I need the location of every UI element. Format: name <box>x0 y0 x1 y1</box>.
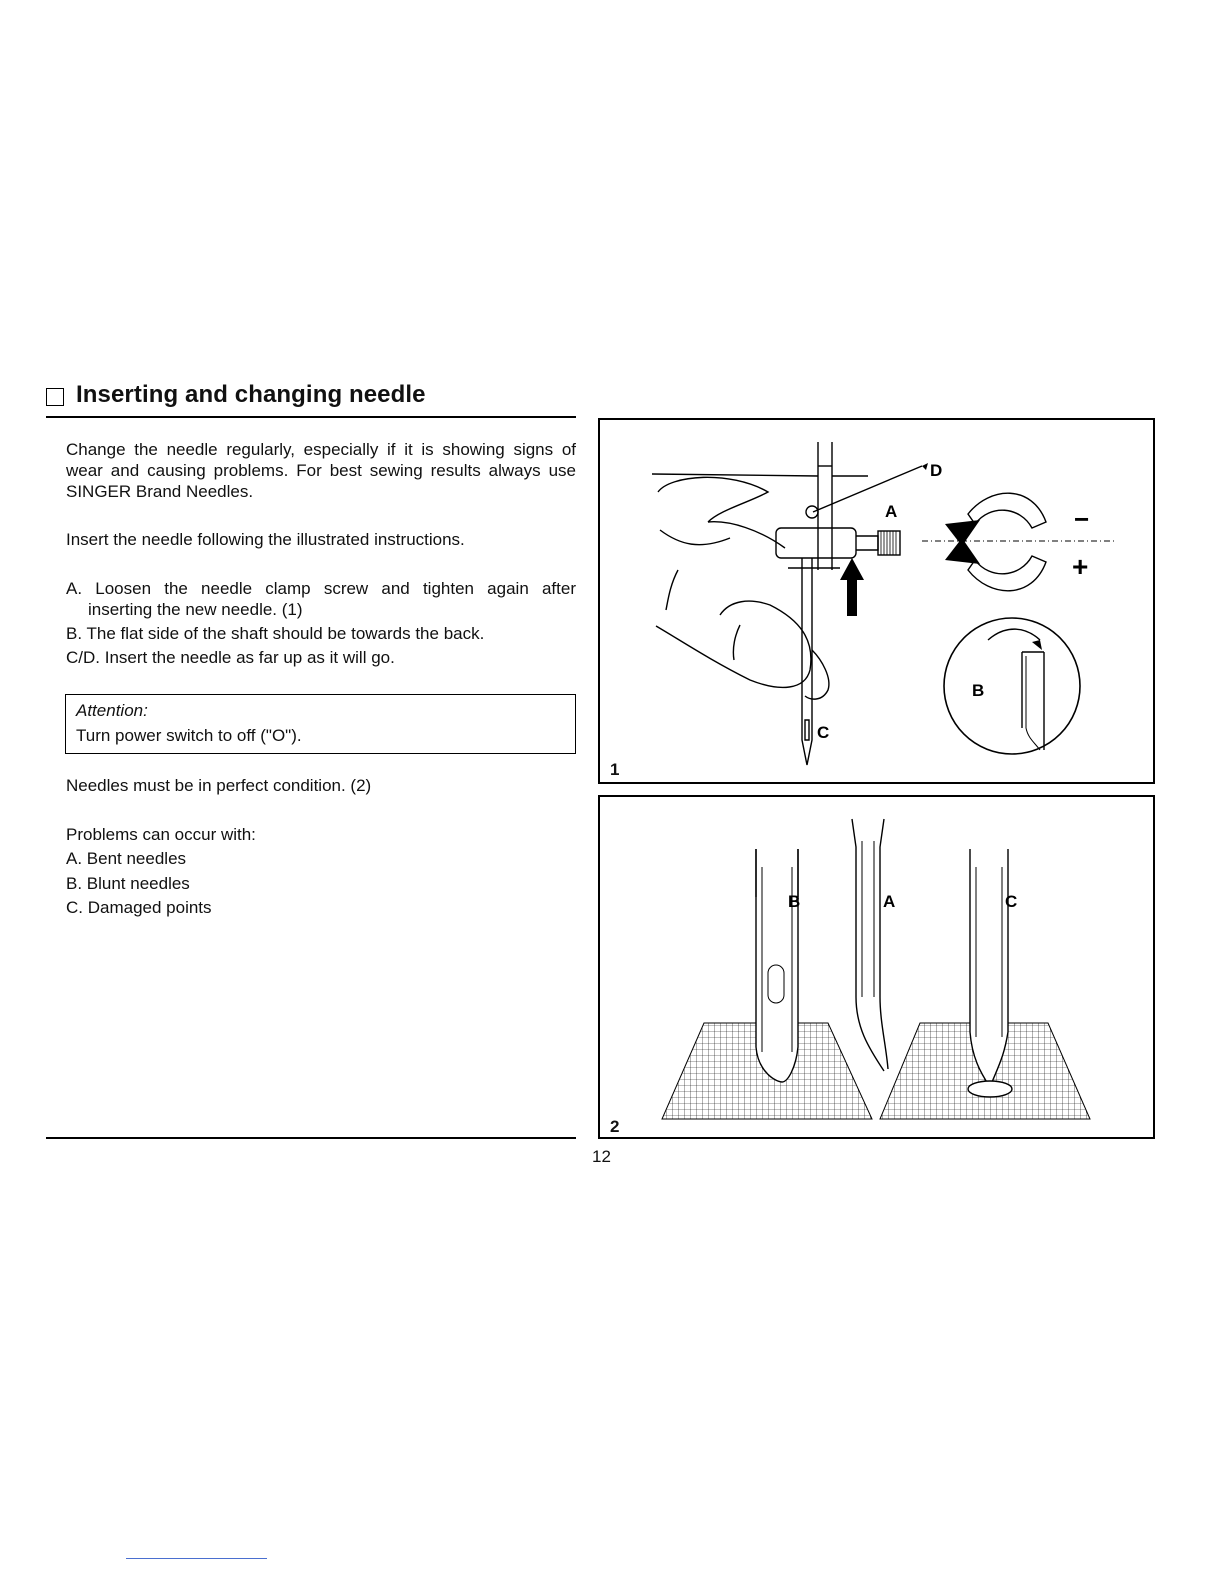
needle-insertion-illustration <box>600 420 1153 782</box>
needle-b-blunt <box>756 849 801 1082</box>
figure-2-number: 2 <box>610 1117 620 1136</box>
step-a <box>66 578 576 620</box>
fig2-label-c: C <box>1005 892 1018 911</box>
figure-1-number: 1 <box>610 760 620 779</box>
fig2-label-b: B <box>788 892 801 911</box>
fig2-label-a: A <box>883 892 896 911</box>
needle-shaft-inset <box>944 618 1080 754</box>
condition-text: Needles must be in perfect condition. (2) <box>66 776 372 795</box>
minus-sign-label: − <box>1074 504 1090 534</box>
attention-box <box>65 694 576 754</box>
title-rule <box>46 416 576 418</box>
label-d: D <box>930 461 943 480</box>
bottom-rule <box>46 1137 576 1139</box>
label-c: C <box>817 723 830 742</box>
instruction-paragraph: Insert the needle following the illustrated instructions. <box>66 530 465 549</box>
problems-heading: Problems can occur with: <box>66 825 256 844</box>
section-checkbox-icon <box>46 388 64 406</box>
damaged-needles-illustration <box>600 797 1153 1137</box>
step-a-continuation: inserting the new needle. (1) <box>88 600 303 619</box>
problem-item-c: C. Damaged points <box>66 898 212 917</box>
figure-1-frame <box>598 418 1155 784</box>
label-b: B <box>972 681 985 700</box>
intro-paragraph: Change the needle regularly, especially if it is showing signs of wear and causing problems. For best sewing results always use SINGER Brand Needles. <box>66 440 576 501</box>
step-b: B. The flat side of the shaft should be towards the back. <box>66 624 485 643</box>
footer-link-line <box>126 1558 267 1559</box>
figure-2-frame <box>598 795 1155 1139</box>
problem-item-b: B. Blunt needles <box>66 874 190 893</box>
attention-title: Attention: <box>76 701 148 720</box>
attention-text: Turn power switch to off ("O"). <box>76 726 302 745</box>
section-title: Inserting and changing needle <box>76 381 426 408</box>
step-a-text: A. Loosen the needle clamp screw and tighten again after <box>66 579 576 598</box>
needle-a-bent <box>852 819 888 1071</box>
page-number: 12 <box>592 1147 611 1166</box>
step-cd: C/D. Insert the needle as far up as it will go. <box>66 648 395 667</box>
problem-item-a: A. Bent needles <box>66 849 187 868</box>
plus-sign-label: + <box>1072 551 1089 582</box>
label-a: A <box>885 502 898 521</box>
